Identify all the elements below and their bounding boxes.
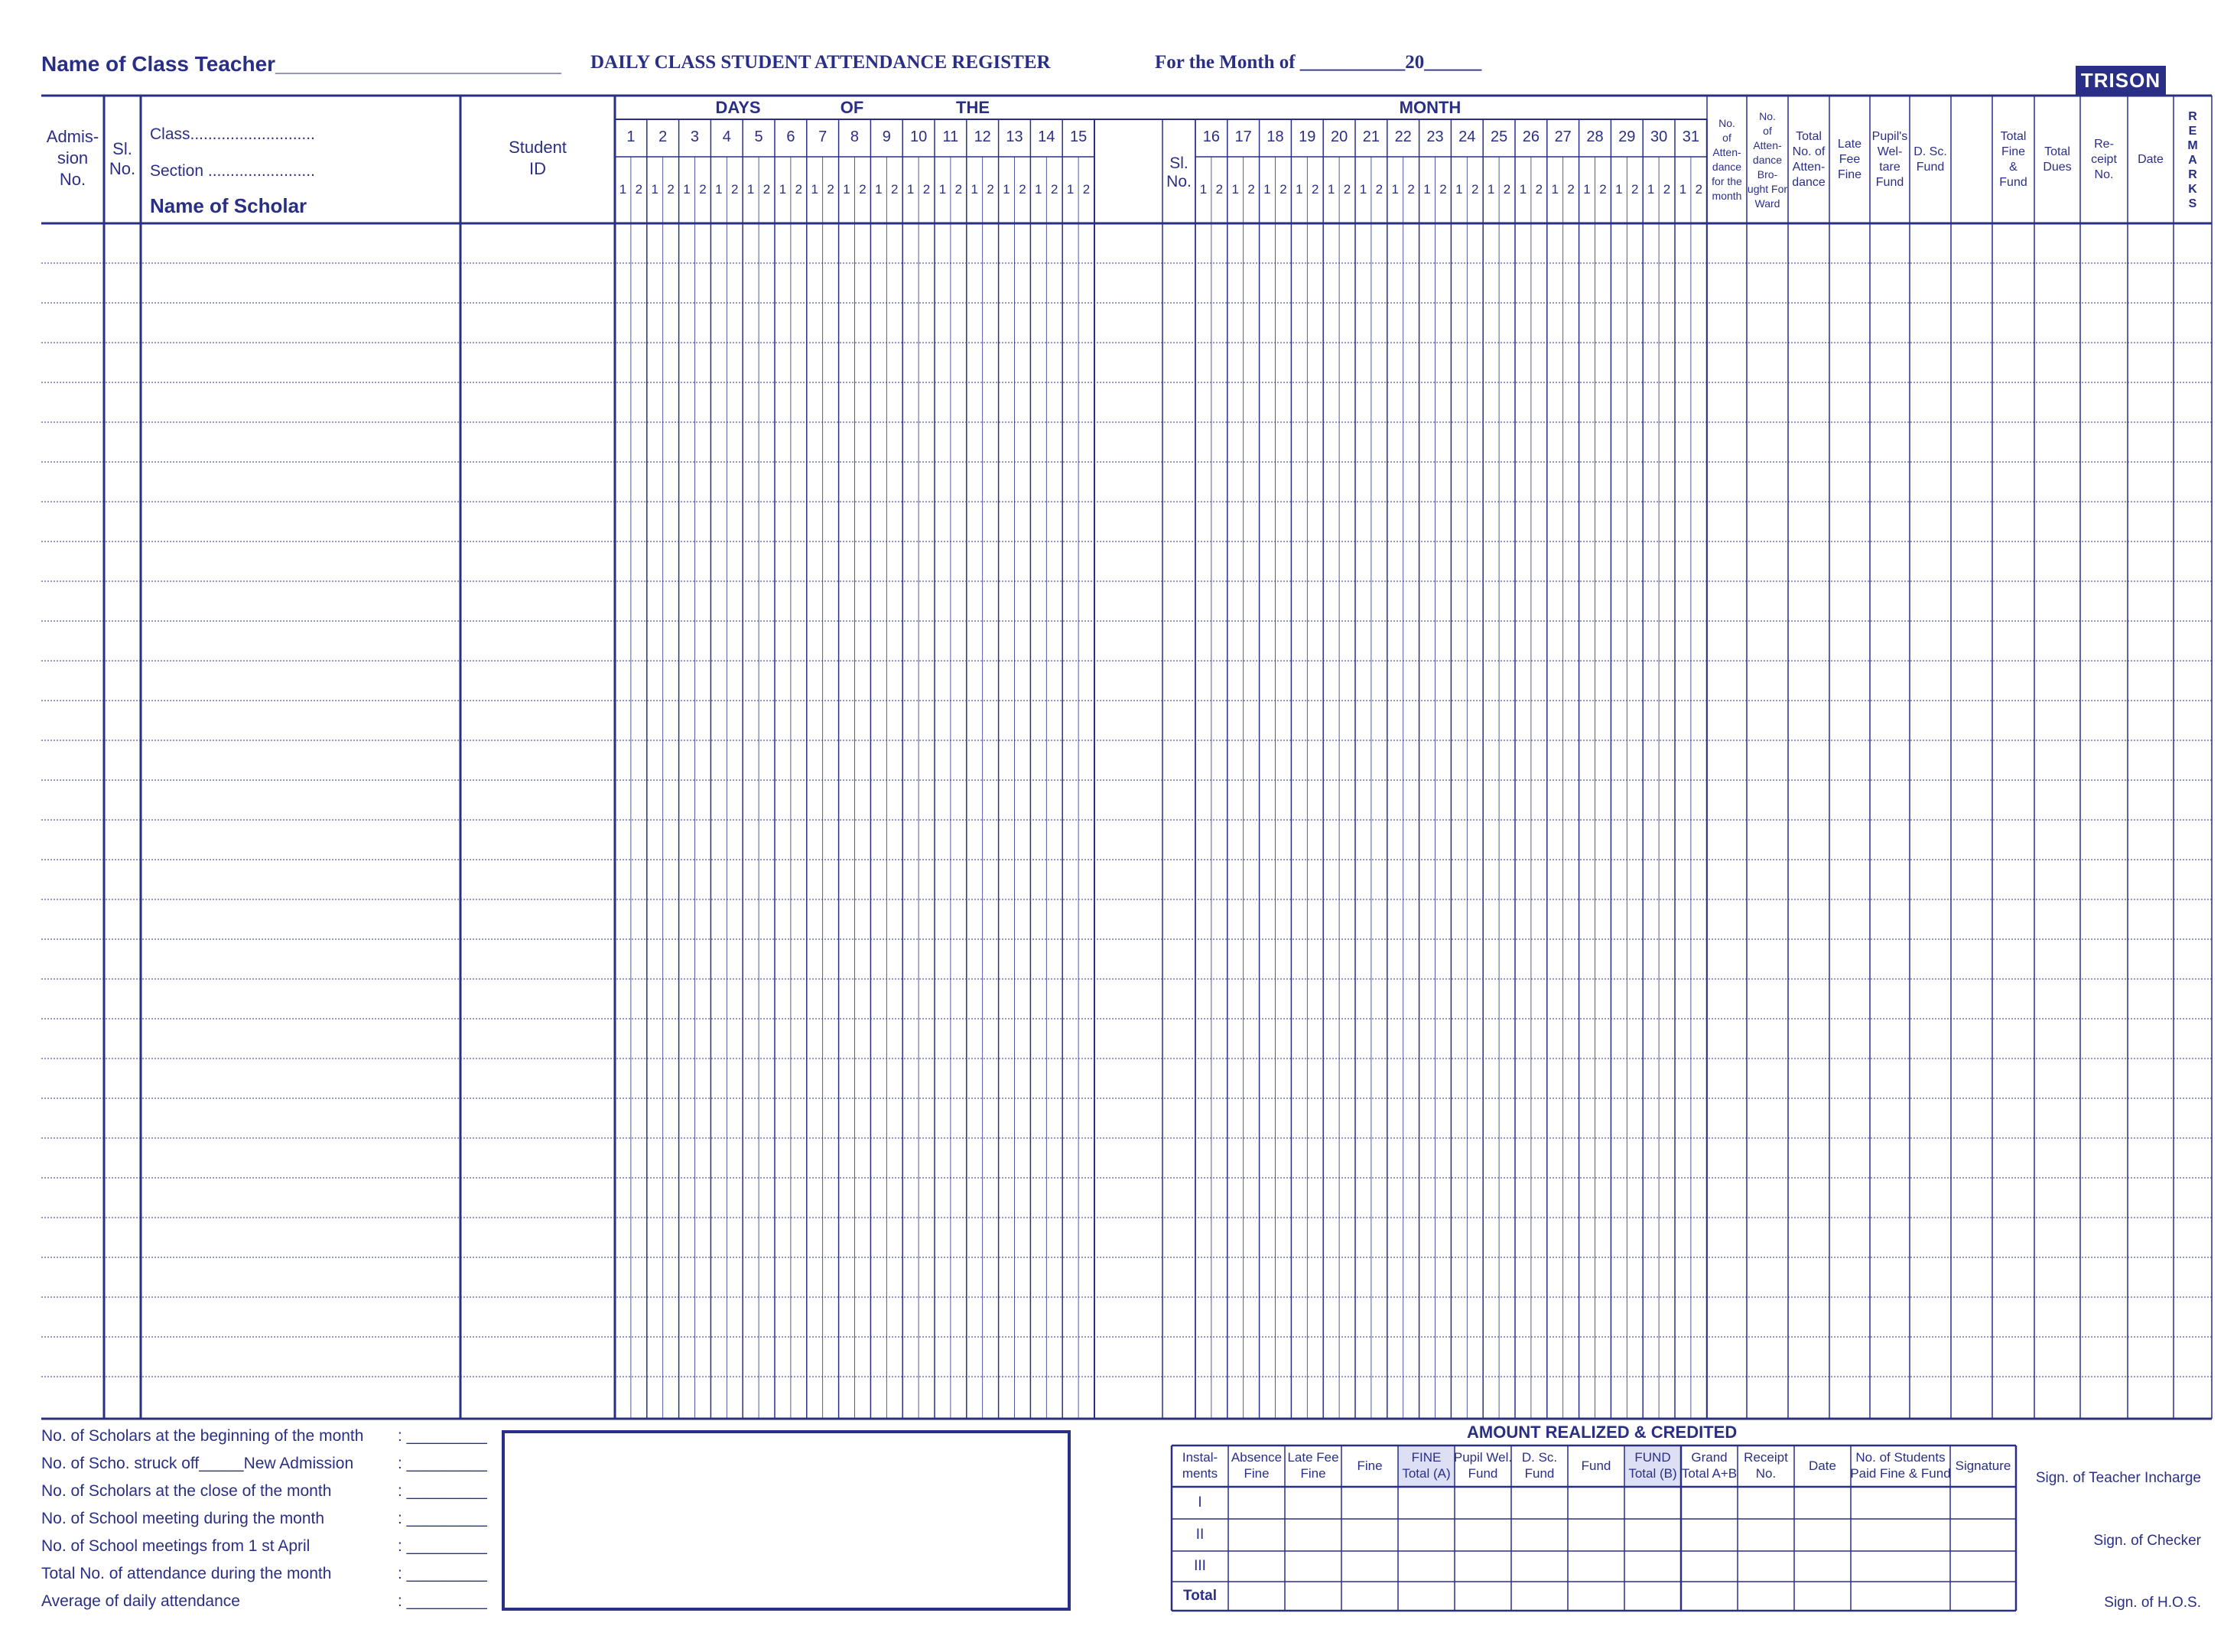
- session-mark: 1: [811, 182, 818, 197]
- session-mark: 1: [1066, 182, 1075, 197]
- day-number: 26: [1522, 128, 1540, 145]
- session-mark: 2: [1503, 182, 1511, 197]
- amount-header: Absence: [1231, 1450, 1283, 1465]
- day-number: 19: [1299, 128, 1316, 145]
- day-number: 11: [942, 128, 959, 145]
- register-title: DAILY CLASS STUDENT ATTENDANCE REGISTER: [590, 52, 1051, 73]
- footer-stat-label: No. of Scholars at the beginning of the month: [41, 1427, 364, 1445]
- session-mark: 2: [1375, 182, 1383, 197]
- right-column-header: No. of: [1792, 145, 1826, 158]
- amount-header: Fund: [1524, 1466, 1555, 1481]
- right-column-header: Re-: [2094, 138, 2114, 151]
- footer-stat-label: No. of Scholars at the close of the month: [41, 1482, 332, 1500]
- session-mark: 2: [827, 182, 834, 197]
- amount-header: Fine: [1357, 1458, 1383, 1473]
- session-mark: 2: [731, 182, 739, 197]
- session-mark: 1: [1327, 182, 1335, 197]
- day-number: 5: [754, 128, 763, 145]
- amount-header: Total (B): [1628, 1466, 1677, 1481]
- right-column-header: Fund: [1999, 176, 2027, 189]
- right-column-header: Fine: [1837, 168, 1862, 181]
- session-mark: 2: [987, 182, 994, 197]
- amount-header: Receipt: [1744, 1450, 1788, 1465]
- right-column-header: &: [2009, 161, 2018, 174]
- session-mark: 1: [1231, 182, 1239, 197]
- right-column-header: of: [1722, 132, 1731, 144]
- session-mark: 2: [1215, 182, 1224, 197]
- right-column-header: Ward: [1754, 197, 1780, 210]
- session-mark: 1: [1296, 182, 1303, 197]
- remarks-letter: S: [2188, 197, 2197, 210]
- day-number: 15: [1069, 128, 1088, 145]
- session-mark: 1: [1679, 182, 1687, 197]
- amount-header: Fund: [1581, 1458, 1611, 1473]
- notes-box[interactable]: [502, 1430, 1071, 1611]
- session-mark: 1: [683, 182, 691, 197]
- remarks-letter: R: [2188, 167, 2197, 181]
- session-mark: 1: [619, 182, 627, 197]
- admission-no-header: No.: [59, 170, 86, 189]
- right-column-header: Fine: [2001, 145, 2026, 158]
- right-column-header: Total: [2000, 130, 2027, 143]
- session-mark: 2: [1407, 182, 1415, 197]
- right-column-header: Atten-: [1753, 138, 1782, 151]
- class-field: Class............................: [150, 125, 315, 143]
- amount-header: Late Fee: [1287, 1450, 1339, 1465]
- day-number: 3: [690, 128, 700, 145]
- signature-label: Sign. of Checker: [2093, 1533, 2201, 1549]
- session-mark: 1: [1583, 182, 1591, 197]
- right-column-header: dance: [1752, 153, 1783, 166]
- amount-header: D. Sc.: [1521, 1450, 1558, 1465]
- signature-label: Sign. of H.O.S.: [2104, 1595, 2201, 1611]
- remarks-letter: K: [2188, 182, 2197, 196]
- sl-no-mid-header: No.: [1166, 173, 1192, 190]
- session-mark: 1: [843, 182, 850, 197]
- admission-no-header: Admis-: [46, 127, 99, 146]
- session-mark: 2: [635, 182, 643, 197]
- session-mark: 2: [1051, 182, 1058, 197]
- amount-header: Fine: [1244, 1466, 1270, 1481]
- footer-stat-blank[interactable]: : _________: [398, 1592, 487, 1610]
- session-mark: 2: [1279, 182, 1287, 197]
- day-number: 7: [818, 128, 827, 145]
- session-mark: 2: [859, 182, 867, 197]
- remarks-letter: E: [2188, 124, 2197, 138]
- amount-header: Paid Fine & Fund: [1850, 1466, 1951, 1481]
- right-column-header: month: [1712, 190, 1742, 202]
- session-mark: 1: [651, 182, 658, 197]
- sl-no-mid-header: Sl.: [1169, 154, 1188, 172]
- day-number: 21: [1362, 128, 1380, 145]
- day-number: 2: [658, 128, 668, 145]
- session-mark: 2: [1019, 182, 1026, 197]
- remarks-letter: M: [2187, 138, 2198, 152]
- amount-header: Fund: [1468, 1466, 1498, 1481]
- sl-no-header: No.: [109, 159, 136, 178]
- amount-header: No.: [1755, 1466, 1777, 1481]
- footer-stat-blank[interactable]: : _________: [398, 1510, 487, 1527]
- session-mark: 1: [906, 182, 915, 197]
- amount-header: Total (A): [1402, 1466, 1451, 1481]
- footer-stat-label: Average of daily attendance: [41, 1592, 240, 1610]
- right-column-header: Fee: [1839, 153, 1861, 166]
- student-id-header: ID: [529, 159, 546, 178]
- session-mark: 1: [1615, 182, 1623, 197]
- right-column-header: D. Sc.: [1913, 145, 1947, 158]
- footer-stat-blank[interactable]: : _________: [398, 1537, 487, 1555]
- session-mark: 1: [875, 182, 883, 197]
- session-mark: 1: [971, 182, 978, 197]
- footer-stat-blank[interactable]: : _________: [398, 1455, 487, 1472]
- name-of-scholar-header: Name of Scholar: [150, 194, 307, 217]
- day-number: 17: [1234, 128, 1252, 145]
- footer-stat-label: No. of School meetings from 1 st April: [41, 1537, 311, 1555]
- session-mark: 1: [1487, 182, 1495, 197]
- remarks-letter: R: [2188, 109, 2197, 123]
- day-number: 16: [1202, 128, 1221, 145]
- day-number: 13: [1006, 128, 1023, 145]
- footer-stat-label: No. of School meeting during the month: [41, 1510, 325, 1527]
- amount-header: Total A+B: [1681, 1466, 1738, 1481]
- right-column-header: No.: [1718, 117, 1735, 129]
- right-column-header: No.: [1759, 109, 1776, 122]
- right-column-header: Atten-: [1712, 146, 1741, 158]
- session-mark: 2: [1695, 182, 1703, 197]
- session-mark: 2: [1312, 182, 1319, 197]
- days-banner-word: DAYS: [715, 98, 761, 117]
- instalment-label: I: [1198, 1494, 1202, 1511]
- right-column-header: of: [1763, 124, 1772, 137]
- days-banner-word: OF: [840, 98, 864, 117]
- day-number: 4: [722, 128, 731, 145]
- month-field[interactable]: For the Month of ___________20______: [1155, 52, 1482, 73]
- footer-stat-blank[interactable]: : _________: [398, 1427, 487, 1445]
- day-number: 14: [1038, 128, 1055, 145]
- signature-label: Sign. of Teacher Incharge: [2035, 1470, 2201, 1486]
- session-mark: 2: [954, 182, 963, 197]
- day-number: 10: [909, 128, 928, 145]
- session-mark: 1: [779, 182, 787, 197]
- session-mark: 2: [1439, 182, 1447, 197]
- right-column-header: ceipt: [2091, 153, 2117, 166]
- session-mark: 2: [1535, 182, 1543, 197]
- footer-stat-blank[interactable]: : _________: [398, 1565, 487, 1582]
- amount-header: FINE: [1411, 1450, 1442, 1465]
- session-mark: 1: [1199, 182, 1208, 197]
- right-column-header: Fund: [1916, 161, 1945, 174]
- amount-header: Pupil Wel.: [1453, 1450, 1513, 1465]
- day-number: 12: [974, 128, 991, 145]
- session-mark: 1: [1551, 182, 1559, 197]
- session-mark: 2: [762, 182, 771, 197]
- session-mark: 2: [699, 182, 707, 197]
- amount-header: Date: [1809, 1458, 1836, 1473]
- day-number: 22: [1394, 128, 1412, 145]
- session-mark: 2: [1082, 182, 1091, 197]
- admission-no-header: sion: [57, 148, 89, 167]
- right-column-header: Atten-: [1792, 161, 1826, 174]
- session-mark: 1: [715, 182, 723, 197]
- days-banner-word: THE: [956, 98, 990, 117]
- amount-header: Grand: [1691, 1450, 1728, 1465]
- student-id-header: Student: [509, 138, 567, 157]
- day-number: 30: [1650, 128, 1668, 145]
- day-number: 6: [786, 128, 795, 145]
- sl-no-header: Sl.: [112, 139, 132, 158]
- session-mark: 1: [1423, 182, 1431, 197]
- days-banner-word: MONTH: [1399, 98, 1462, 117]
- session-mark: 2: [1631, 182, 1639, 197]
- right-column-header: tare: [1879, 161, 1900, 174]
- session-mark: 2: [1247, 182, 1255, 197]
- day-number: 29: [1618, 128, 1636, 145]
- amount-header: No. of Students: [1855, 1450, 1946, 1465]
- session-mark: 2: [1663, 182, 1671, 197]
- right-column-header: dance: [1792, 176, 1826, 189]
- footer-stat-label: Total No. of attendance during the month: [41, 1565, 332, 1582]
- day-number: 24: [1458, 128, 1476, 145]
- day-number: 28: [1586, 128, 1604, 145]
- amount-header: Instal-: [1182, 1450, 1218, 1465]
- session-mark: 1: [1263, 182, 1271, 197]
- session-mark: 2: [795, 182, 803, 197]
- instalment-label: III: [1194, 1558, 1206, 1574]
- right-column-header: No.: [2094, 168, 2114, 181]
- session-mark: 1: [1647, 182, 1655, 197]
- right-column-header: ught For: [1747, 182, 1788, 195]
- day-number: 1: [626, 128, 636, 145]
- right-column-header: for the: [1712, 175, 1742, 187]
- right-column-header: Total: [2044, 145, 2070, 158]
- right-column-header: Fund: [1875, 176, 1904, 189]
- day-number: 8: [850, 128, 860, 145]
- right-column-header: dance: [1712, 161, 1742, 173]
- day-number: 18: [1266, 128, 1284, 145]
- session-mark: 1: [1003, 182, 1010, 197]
- amount-header: ments: [1182, 1466, 1218, 1481]
- right-column-header: Wel-: [1877, 145, 1903, 158]
- instalment-label: II: [1195, 1527, 1205, 1543]
- day-number: 27: [1554, 128, 1572, 145]
- session-mark: 1: [1455, 182, 1463, 197]
- session-mark: 2: [1599, 182, 1607, 197]
- instalment-label: Total: [1183, 1588, 1217, 1604]
- class-teacher-label[interactable]: Name of Class Teacher________________________: [41, 52, 561, 76]
- footer-stat-label: No. of Scho. struck off_____New Admission: [41, 1455, 354, 1472]
- brand-logo: TRISON: [2076, 66, 2166, 95]
- session-mark: 1: [938, 182, 947, 197]
- right-column-header: Bro-: [1757, 167, 1778, 180]
- session-mark: 2: [667, 182, 675, 197]
- right-column-header: Total: [1796, 130, 1822, 143]
- session-mark: 1: [1519, 182, 1527, 197]
- session-mark: 1: [1391, 182, 1399, 197]
- day-number: 9: [882, 128, 891, 145]
- footer-stat-blank[interactable]: : _________: [398, 1482, 487, 1500]
- right-column-header: Date: [2138, 153, 2164, 166]
- right-column-header: Pupil's: [1871, 130, 1908, 143]
- day-number: 23: [1426, 128, 1444, 145]
- right-column-header: Late: [1837, 138, 1862, 151]
- session-mark: 2: [1471, 182, 1479, 197]
- remarks-letter: A: [2188, 153, 2197, 167]
- session-mark: 2: [1567, 182, 1575, 197]
- day-number: 25: [1490, 128, 1508, 145]
- section-field: Section ........................: [150, 162, 315, 180]
- session-mark: 1: [746, 182, 755, 197]
- day-number: 31: [1682, 128, 1700, 145]
- session-mark: 2: [1343, 182, 1351, 197]
- amount-header: FUND: [1634, 1450, 1671, 1465]
- amount-header: Fine: [1300, 1466, 1326, 1481]
- amount-header: Signature: [1955, 1458, 2011, 1473]
- day-number: 20: [1330, 128, 1348, 145]
- session-mark: 2: [891, 182, 899, 197]
- session-mark: 1: [1359, 182, 1367, 197]
- right-column-header: Dues: [2043, 161, 2072, 174]
- amount-title: AMOUNT REALIZED & CREDITED: [1467, 1423, 1738, 1442]
- session-mark: 2: [922, 182, 931, 197]
- session-mark: 1: [1035, 182, 1042, 197]
